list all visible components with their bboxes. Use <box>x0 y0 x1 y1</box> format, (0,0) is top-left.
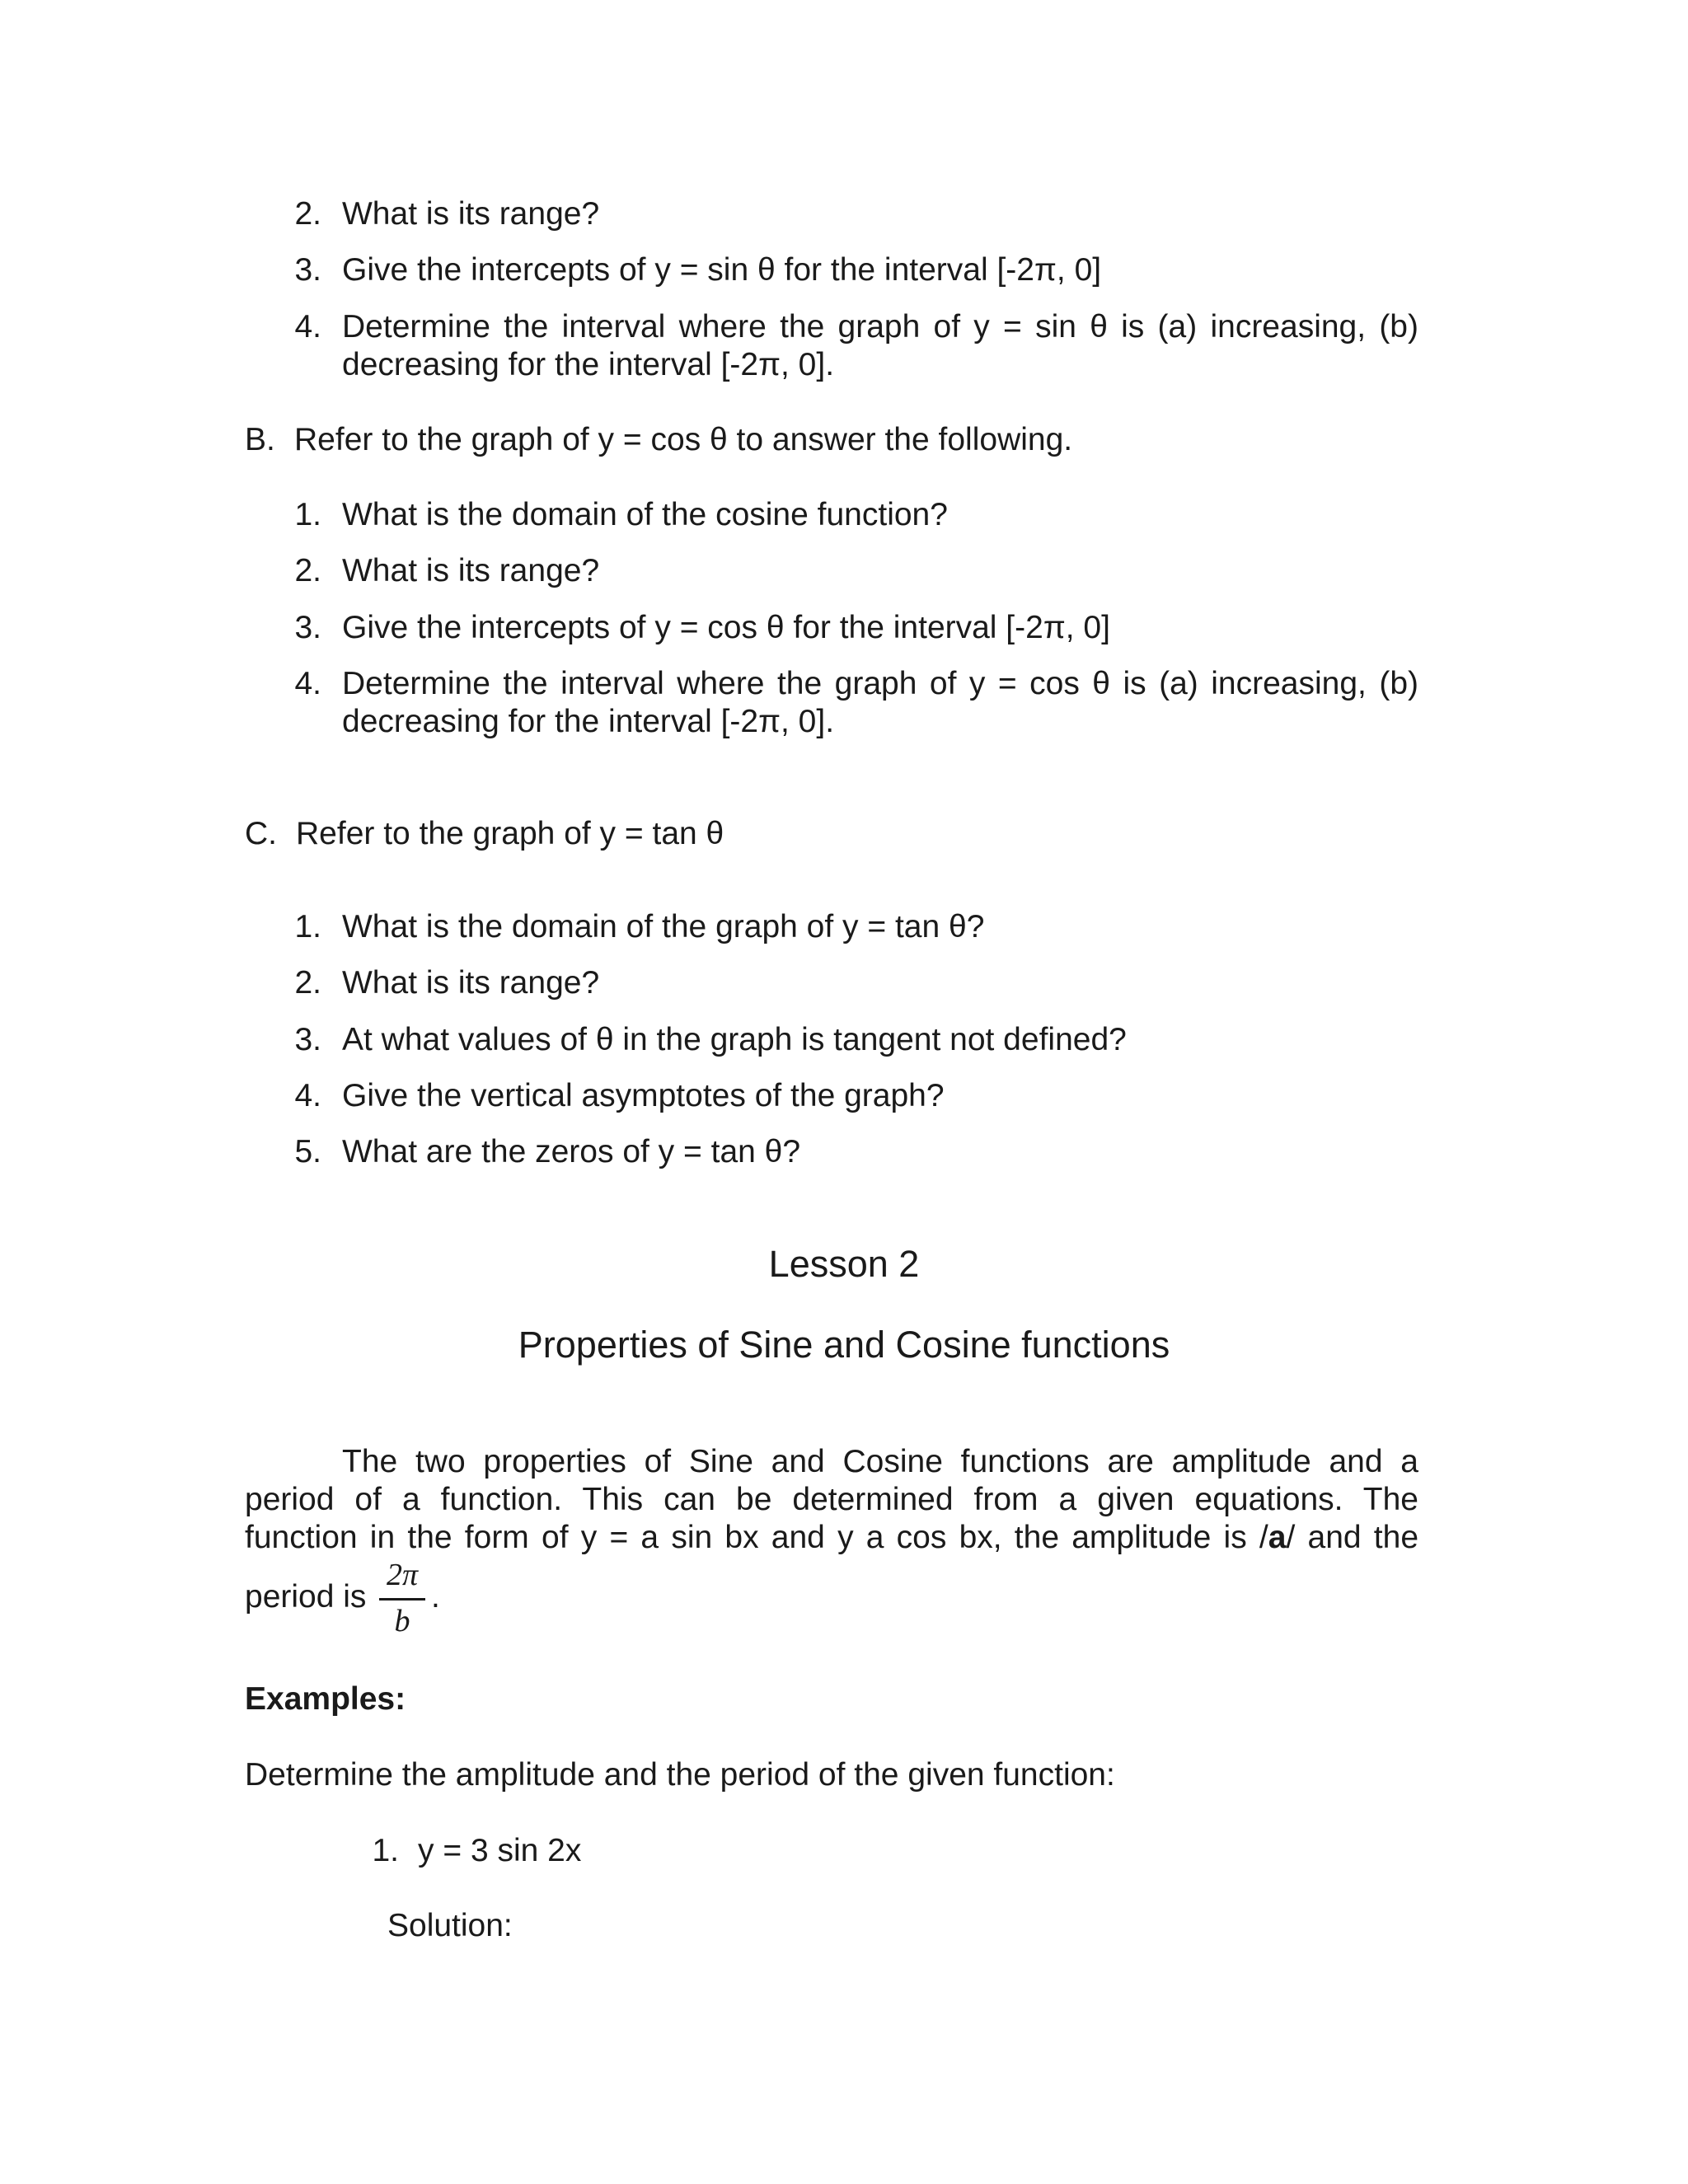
section-label: C. <box>245 816 277 851</box>
list-item: What is its range? <box>342 553 600 588</box>
list-item-line: decreasing for the interval [-2π, 0]. <box>342 704 835 739</box>
paragraph-line: The two properties of Sine and Cosine functions are amplitude and a <box>342 1444 1418 1479</box>
list-item: Give the vertical asymptotes of the graph? <box>342 1078 945 1113</box>
lesson-subtitle: Properties of Sine and Cosine functions <box>518 1324 1170 1366</box>
paragraph-text: function in the form of y = a sin bx and y a cos bx, the amplitude is / <box>245 1520 1268 1555</box>
list-number: 3. <box>294 1022 321 1057</box>
paragraph-text: / and the <box>1286 1520 1419 1555</box>
list-number: 1. <box>372 1833 399 1868</box>
list-number: 1. <box>294 909 321 944</box>
paragraph-line: period of a function. This can be determined from a given equations. The <box>245 1482 1418 1517</box>
examples-instruction: Determine the amplitude and the period of the given function: <box>245 1757 1115 1793</box>
list-item: What is its range? <box>342 196 600 232</box>
period-suffix: . <box>431 1579 440 1615</box>
fraction-numerator: 2π <box>386 1558 419 1592</box>
list-number: 5. <box>294 1134 321 1169</box>
fraction-denominator: b <box>394 1604 410 1638</box>
list-item: What is its range? <box>342 965 600 1001</box>
solution-label: Solution: <box>387 1908 513 1943</box>
list-item-line: decreasing for the interval [-2π, 0]. <box>342 347 835 382</box>
list-number: 4. <box>294 309 321 344</box>
paragraph-line <box>245 1520 1418 1557</box>
amplitude-symbol: a <box>1268 1520 1287 1555</box>
examples-heading: Examples: <box>245 1681 406 1717</box>
list-number: 4. <box>294 1078 321 1113</box>
period-prefix: period is <box>245 1579 367 1615</box>
fraction-bar <box>379 1598 425 1601</box>
list-number: 3. <box>294 610 321 645</box>
list-number: 2. <box>294 196 321 232</box>
lesson-title: Lesson 2 <box>768 1243 920 1285</box>
list-item: What is the domain of the cosine function? <box>342 497 948 532</box>
list-item: What are the zeros of y = tan θ? <box>342 1134 801 1169</box>
section-heading: Refer to the graph of y = cos θ to answer the following. <box>294 422 1073 457</box>
list-number: 3. <box>294 252 321 288</box>
list-item-line: Determine the interval where the graph of y = cos θ is (a) increasing, (b) <box>342 666 1418 701</box>
section-label: B. <box>245 422 275 457</box>
list-number: 2. <box>294 965 321 1001</box>
list-number: 2. <box>294 553 321 588</box>
list-item-line: Determine the interval where the graph of y = sin θ is (a) increasing, (b) <box>342 309 1418 344</box>
section-heading: Refer to the graph of y = tan θ <box>296 816 724 851</box>
example-equation: y = 3 sin 2x <box>418 1833 582 1868</box>
list-number: 1. <box>294 497 321 532</box>
list-item: At what values of θ in the graph is tangent not defined? <box>342 1022 1127 1057</box>
list-item: Give the intercepts of y = sin θ for the interval [-2π, 0] <box>342 252 1102 288</box>
list-item: Give the intercepts of y = cos θ for the interval [-2π, 0] <box>342 610 1110 645</box>
list-item: What is the domain of the graph of y = tan θ? <box>342 909 985 944</box>
list-number: 4. <box>294 666 321 701</box>
